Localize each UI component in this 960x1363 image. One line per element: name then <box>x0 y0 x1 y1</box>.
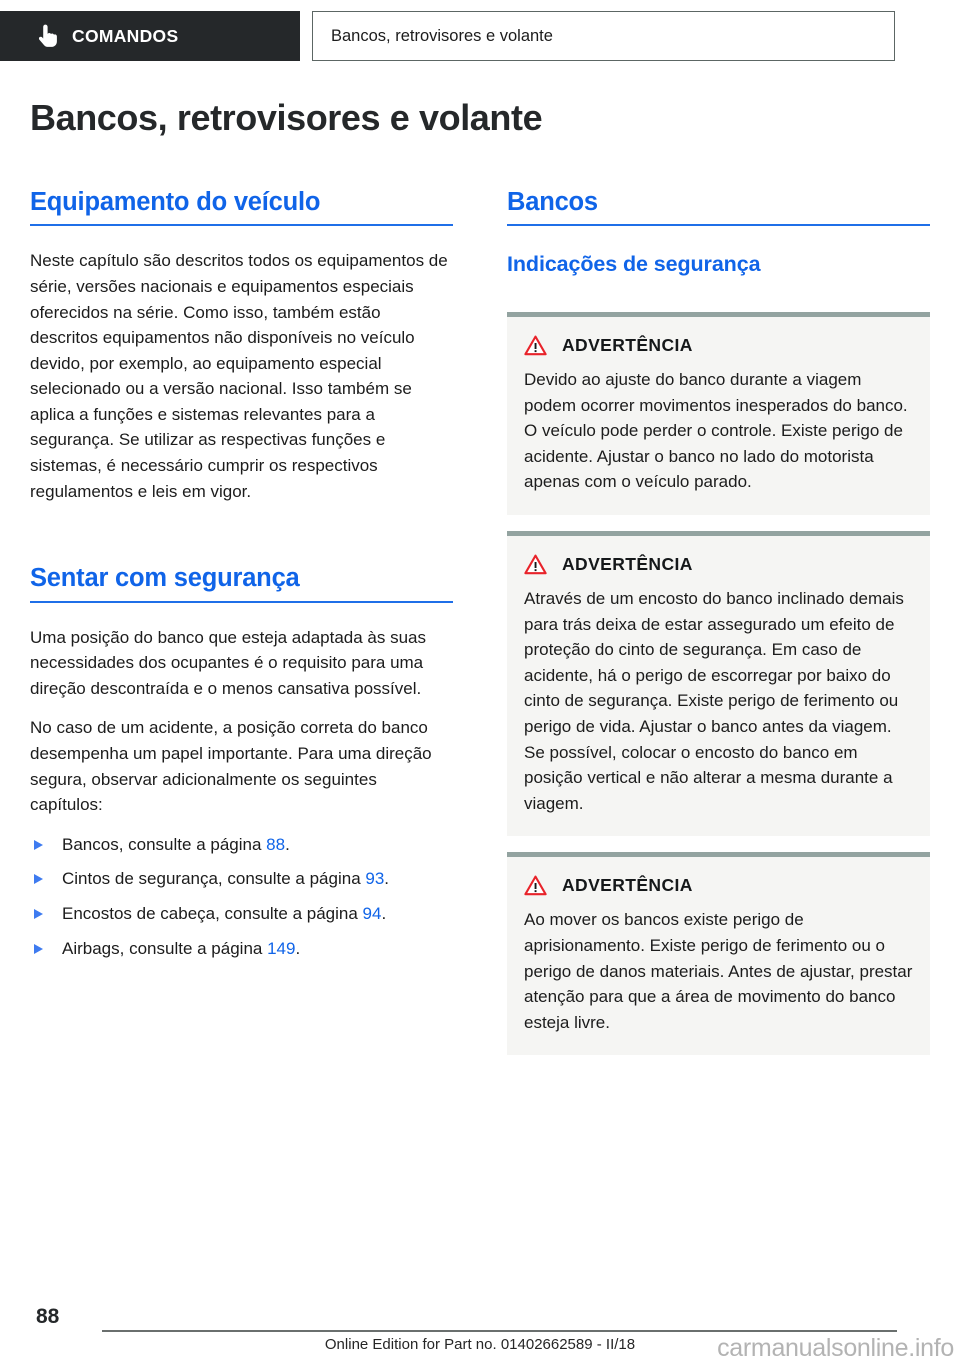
section-heading-equipamento: Equipamento do veículo <box>30 188 453 226</box>
warning-block <box>507 852 930 1055</box>
triangle-bullet-icon <box>34 874 43 884</box>
warning-text: Ao mover os bancos existe perigo de aprisionamento. Existe perigo de ferimento ou o perigo de danos materiais. Antes de ajustar, prestar atenção para que a área de movimento do banco esteja livre. <box>524 910 913 1032</box>
page-reference[interactable]: 149 <box>267 938 296 958</box>
list-item-suffix: . <box>285 834 290 854</box>
watermark: carmanualsonline.info <box>717 1334 954 1362</box>
triangle-bullet-icon <box>34 909 43 919</box>
warning-header <box>524 335 913 356</box>
list-item-label: Cintos de segurança, consulte a página <box>62 869 366 889</box>
document-header <box>0 11 960 61</box>
warning-triangle-icon <box>524 554 547 575</box>
right-column <box>507 188 930 1055</box>
list-item[interactable] <box>30 936 453 962</box>
section-heading-bancos: Bancos <box>507 188 930 226</box>
list-item-label: Encostos de cabeça, consulte a página <box>62 903 363 923</box>
footer-divider <box>102 1330 897 1332</box>
page-reference[interactable]: 94 <box>362 903 382 923</box>
triangle-bullet-icon <box>34 944 43 954</box>
warning-block <box>507 531 930 836</box>
hand-pointer-icon <box>38 24 58 48</box>
warning-title: ADVERTÊNCIA <box>562 554 693 575</box>
warning-header <box>524 875 913 896</box>
warning-header <box>524 554 913 575</box>
paragraph: No caso de um acidente, a posição correta do banco desempenha um papel importante. Para uma direção segura, observar adicionalmente os seguintes capítulos: <box>30 718 432 815</box>
list-item-suffix: . <box>384 869 390 889</box>
chapter-tab <box>0 11 300 61</box>
warning-text: Devido ao ajuste do banco durante a viagem podem ocorrer movimentos inesperados do banco. O veículo pode perder o controle. Existe perigo de acidente. Ajustar o banco no lado do motorista apenas com o veículo parado. <box>524 370 908 492</box>
content-columns <box>30 188 930 1055</box>
warning-box <box>507 857 930 1055</box>
page-reference[interactable]: 93 <box>365 869 385 889</box>
warning-block <box>507 312 930 515</box>
section-heading-sentar: Sentar com segurança <box>30 564 453 602</box>
footer-edition-note: Online Edition for Part no. 01402662589 - II/18 <box>324 1336 636 1353</box>
warning-box <box>507 317 930 515</box>
subsection-heading-indicacoes: Indicações de segurança <box>507 252 761 277</box>
triangle-bullet-icon <box>34 840 43 850</box>
reference-list <box>30 832 453 961</box>
list-item[interactable] <box>30 866 453 892</box>
breadcrumb <box>312 11 895 61</box>
page-reference[interactable]: 88 <box>266 834 286 854</box>
page-title: Bancos, retrovisores e volante <box>30 97 543 138</box>
page-number: 88 <box>36 1305 60 1328</box>
list-item[interactable] <box>30 901 453 927</box>
list-item-suffix: . <box>295 938 301 958</box>
chapter-label: COMANDOS <box>72 25 179 46</box>
warning-triangle-icon <box>524 335 547 356</box>
list-item[interactable] <box>30 832 453 858</box>
paragraph: Neste capítulo são descritos todos os equipamentos de série, versões nacionais e equipamentos especiais oferecidos na série. Como isso, também estão descritos equipamentos não disponíveis no veículo devido, por exemplo, ao equipamento especial selecionado ou a versão nacional. Isso também se aplica a funções e sistemas relevantes para a segurança. Se utilizar as respectivas funções e sistemas, é necessário cumprir os respectivos regulamentos e leis em vigor. <box>30 251 448 501</box>
list-item-label: Airbags, consulte a página <box>62 938 268 958</box>
list-item-label: Bancos, consulte a página <box>62 834 267 854</box>
list-item-suffix: . <box>381 903 387 923</box>
paragraph: Uma posição do banco que esteja adaptada às suas necessidades dos ocupantes é o requisito para uma direção descontraída e o menos cansativa possível. <box>30 627 426 698</box>
warning-title: ADVERTÊNCIA <box>562 335 693 356</box>
left-column <box>30 188 453 1055</box>
page-footer <box>0 1300 960 1362</box>
warning-triangle-icon <box>524 875 547 896</box>
warning-title: ADVERTÊNCIA <box>562 875 693 896</box>
warning-box <box>507 536 930 836</box>
warning-text: Através de um encosto do banco inclinado demais para trás deixa de estar assegurado um efeito de proteção do cinto de segurança. Em caso de acidente, há o perigo de escorregar por baixo do cinto de segurança. Existe perigo de ferimento ou perigo de vida. Ajustar o banco antes da viagem. Se possível, colocar o encosto do banco em posição vertical e não alterar a mesma durante a viagem. <box>524 589 904 813</box>
breadcrumb-text: Bancos, retrovisores e volante <box>331 26 553 45</box>
